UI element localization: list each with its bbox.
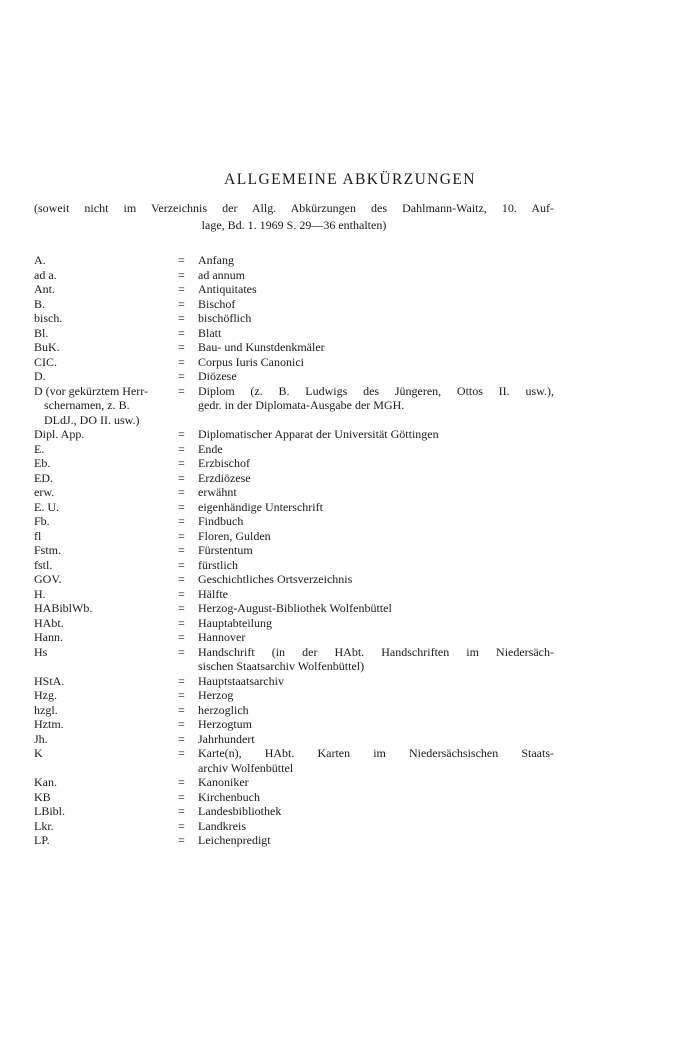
abbreviation-term-line: K	[34, 746, 43, 760]
abbreviation-term	[34, 703, 178, 718]
equals-sign: =	[178, 731, 185, 746]
abbreviation-definition	[198, 529, 554, 544]
abbreviation-list	[34, 253, 554, 848]
equals-sign: =	[178, 818, 185, 833]
abbreviation-term	[34, 442, 178, 457]
abbreviation-definition	[198, 427, 554, 442]
abbreviation-definition	[198, 340, 554, 355]
abbreviation-term	[34, 587, 178, 602]
equals-sign: =	[178, 775, 185, 789]
equals-sign: =	[178, 369, 185, 383]
abbreviation-entry	[34, 384, 554, 428]
equals-sign: =	[178, 528, 185, 543]
abbreviation-term-line: GOV.	[34, 572, 62, 586]
abbreviation-entry	[34, 514, 554, 529]
abbreviation-entry	[34, 253, 554, 268]
abbreviation-entry	[34, 746, 554, 775]
equals-sign: =	[178, 615, 185, 630]
equals-sign: =	[178, 499, 185, 514]
abbreviation-term-line: Hs	[34, 644, 48, 659]
abbreviation-term-line: fl	[34, 528, 42, 543]
abbreviation-term	[34, 282, 178, 297]
equals-sign: =	[178, 673, 185, 688]
abbreviation-term	[34, 833, 178, 848]
abbreviation-term-line: Dipl. App.	[34, 427, 85, 441]
abbreviation-term-line: CIC.	[34, 354, 58, 369]
abbreviation-term-line: Jh.	[34, 731, 48, 746]
abbreviation-definition-line: Herzogtum	[198, 717, 252, 731]
equals-sign: =	[178, 717, 185, 731]
abbreviation-definition-line: Floren, Gulden	[198, 528, 271, 543]
abbreviation-definition-line: Landkreis	[198, 818, 246, 833]
abbreviation-term-line: HStA.	[34, 673, 65, 688]
abbreviation-definition	[198, 717, 554, 732]
abbreviation-term	[34, 717, 178, 732]
abbreviation-term-line: H.	[34, 586, 46, 601]
abbreviation-term	[34, 297, 178, 312]
abbreviation-term	[34, 311, 178, 326]
abbreviation-entry	[34, 485, 554, 500]
abbreviation-definition-line: Hälfte	[198, 586, 228, 601]
subtitle	[34, 200, 554, 234]
equals-sign: =	[178, 267, 185, 282]
abbreviation-term	[34, 471, 178, 486]
equals-sign: =	[178, 282, 185, 296]
equals-sign: =	[178, 354, 185, 369]
abbreviation-definition-line: Leichenpredigt	[198, 833, 271, 847]
abbreviation-term-line: ad a.	[34, 267, 57, 282]
equals-sign: =	[178, 688, 185, 702]
abbreviation-definition	[198, 688, 554, 703]
equals-sign: =	[178, 296, 185, 311]
abbreviation-term-line: Bl.	[34, 325, 49, 340]
abbreviation-term	[34, 732, 178, 747]
abbreviation-term-line: Hztm.	[34, 717, 64, 731]
abbreviation-definition-line: Diözese	[198, 369, 237, 383]
abbreviation-term-line: BuK.	[34, 340, 60, 354]
abbreviation-definition	[198, 775, 554, 790]
abbreviation-definition-line: Bischof	[198, 296, 236, 311]
abbreviation-term-line: Fstm.	[34, 543, 62, 557]
abbreviation-definition-line: gedr. in der Diplomata-Ausgabe der MGH.	[198, 398, 405, 412]
abbreviation-definition	[198, 601, 554, 616]
abbreviation-definition	[198, 442, 554, 457]
abbreviation-definition	[198, 819, 554, 834]
abbreviation-definition-line: Antiquitates	[198, 282, 257, 296]
abbreviation-term	[34, 369, 178, 384]
abbreviation-entry	[34, 500, 554, 515]
equals-sign: =	[178, 340, 185, 354]
equals-sign: =	[178, 253, 185, 267]
abbreviation-definition-line: Diplom (z. B. Ludwigs des Jüngeren, Ottos II. usw.),	[198, 383, 554, 398]
abbreviation-entry	[34, 616, 554, 631]
equals-sign: =	[178, 557, 185, 572]
equals-sign: =	[178, 601, 185, 615]
abbreviation-term	[34, 819, 178, 834]
equals-sign: =	[178, 804, 185, 818]
abbreviation-term-line: hzgl.	[34, 702, 58, 717]
equals-sign: =	[178, 644, 185, 659]
abbreviation-term-line: Hann.	[34, 630, 63, 644]
abbreviation-definition	[198, 543, 554, 558]
abbreviation-definition	[198, 645, 554, 674]
abbreviation-entry	[34, 587, 554, 602]
abbreviation-term-line: D.	[34, 369, 46, 383]
abbreviation-definition	[198, 616, 554, 631]
abbreviation-term	[34, 253, 178, 268]
equals-sign: =	[178, 383, 185, 398]
equals-sign: =	[178, 543, 185, 557]
abbreviation-definition-line: Jahrhundert	[198, 731, 255, 746]
abbreviation-definition	[198, 268, 554, 283]
abbreviation-term	[34, 601, 178, 616]
abbreviation-definition-line: Erzbischof	[198, 456, 250, 470]
abbreviation-term	[34, 543, 178, 558]
abbreviation-definition-line: Herzog	[198, 688, 234, 702]
abbreviation-term-line: Kan.	[34, 775, 57, 789]
abbreviation-definition	[198, 253, 554, 268]
equals-sign: =	[178, 514, 185, 528]
abbreviation-term	[34, 456, 178, 471]
abbreviation-definition-line: Handschrift (in der HAbt. Handschriften im Niedersäch-	[198, 644, 554, 659]
equals-sign: =	[178, 702, 185, 717]
abbreviation-definition-line: Hauptstaatsarchiv	[198, 673, 284, 688]
abbreviation-term	[34, 630, 178, 645]
abbreviation-term-line: KB	[34, 789, 51, 804]
abbreviation-term-line: bisch.	[34, 311, 63, 325]
abbreviation-entry	[34, 674, 554, 689]
abbreviation-term	[34, 500, 178, 515]
abbreviation-definition	[198, 311, 554, 326]
abbreviation-definition	[198, 587, 554, 602]
subtitle-line: lage, Bd. 1. 1969 S. 29—36 enthalten)	[201, 218, 387, 232]
abbreviation-definition-line: bischöflich	[198, 311, 252, 325]
abbreviation-term-line: schernamen, z. B.	[44, 398, 130, 412]
abbreviation-term	[34, 340, 178, 355]
abbreviation-entry	[34, 601, 554, 616]
abbreviation-entry	[34, 529, 554, 544]
page-title: ALLGEMEINE ABKÜRZUNGEN	[224, 171, 476, 188]
abbreviation-term	[34, 688, 178, 703]
equals-sign: =	[178, 572, 185, 586]
abbreviation-definition	[198, 674, 554, 689]
abbreviation-entry	[34, 732, 554, 747]
abbreviation-definition-line: archiv Wolfenbüttel	[198, 760, 294, 775]
equals-sign: =	[178, 485, 185, 499]
equals-sign: =	[178, 427, 185, 441]
abbreviation-term-line: DLdJ., DO II. usw.)	[44, 412, 140, 427]
abbreviation-definition-line: Blatt	[198, 325, 222, 340]
abbreviation-definition	[198, 703, 554, 718]
abbreviation-entry	[34, 775, 554, 790]
abbreviation-entry	[34, 326, 554, 341]
abbreviation-entry	[34, 471, 554, 486]
abbreviation-term-line: A.	[34, 253, 46, 267]
abbreviation-definition	[198, 746, 554, 775]
abbreviation-entry	[34, 833, 554, 848]
abbreviation-term-line: Hzg.	[34, 688, 57, 702]
equals-sign: =	[178, 833, 185, 847]
abbreviation-definition-line: Geschichtliches Ortsverzeichnis	[198, 572, 353, 586]
abbreviation-definition-line: Erzdiözese	[198, 470, 251, 485]
abbreviation-definition-line: Anfang	[198, 253, 234, 267]
abbreviation-entry	[34, 297, 554, 312]
abbreviation-definition-line: Ende	[198, 441, 223, 456]
abbreviation-entry	[34, 543, 554, 558]
abbreviation-term	[34, 572, 178, 587]
abbreviation-term-line: Ant.	[34, 282, 55, 296]
abbreviation-definition	[198, 804, 554, 819]
abbreviation-entry	[34, 456, 554, 471]
abbreviation-entry	[34, 340, 554, 355]
abbreviation-definition-line: Diplomatischer Apparat der Universität Göttingen	[198, 427, 439, 441]
abbreviation-term-line: Fb.	[34, 514, 50, 528]
abbreviation-definition	[198, 456, 554, 471]
abbreviation-definition	[198, 369, 554, 384]
abbreviation-definition	[198, 384, 554, 413]
abbreviation-definition-line: Landesbibliothek	[198, 804, 282, 818]
abbreviation-term	[34, 529, 178, 544]
abbreviation-definition	[198, 282, 554, 297]
equals-sign: =	[178, 325, 185, 340]
abbreviation-definition	[198, 297, 554, 312]
abbreviation-definition	[198, 790, 554, 805]
abbreviation-term	[34, 645, 178, 660]
abbreviation-term	[34, 775, 178, 790]
abbreviation-entry	[34, 572, 554, 587]
abbreviation-definition-line: Kirchenbuch	[198, 789, 260, 804]
abbreviation-definition-line: erwähnt	[198, 485, 237, 499]
equals-sign: =	[178, 311, 185, 325]
abbreviation-term-line: HABiblWb.	[34, 601, 93, 615]
abbreviation-definition-line: Hannover	[198, 630, 246, 644]
abbreviation-term-line: LBibl.	[34, 804, 66, 818]
abbreviation-term	[34, 355, 178, 370]
abbreviation-term	[34, 485, 178, 500]
abbreviation-definition	[198, 326, 554, 341]
abbreviation-definition-line: Findbuch	[198, 514, 244, 528]
equals-sign: =	[178, 746, 185, 760]
abbreviation-entry	[34, 645, 554, 674]
abbreviation-term-line: ED.	[34, 470, 53, 485]
abbreviation-definition-line: ad annum	[198, 267, 245, 282]
abbreviation-term-line: E.	[34, 441, 45, 456]
equals-sign: =	[178, 456, 185, 470]
abbreviation-term	[34, 746, 178, 761]
equals-sign: =	[178, 630, 185, 644]
abbreviation-term	[34, 804, 178, 819]
equals-sign: =	[178, 789, 185, 804]
abbreviation-term	[34, 326, 178, 341]
abbreviation-definition	[198, 471, 554, 486]
abbreviation-entry	[34, 819, 554, 834]
abbreviation-definition-line: Bau- und Kunstdenkmäler	[198, 340, 325, 354]
abbreviation-term-line: fstl.	[34, 557, 53, 572]
abbreviation-definition-line: eigenhändige Unterschrift	[198, 499, 323, 514]
abbreviation-term	[34, 616, 178, 631]
abbreviation-definition	[198, 833, 554, 848]
abbreviation-term-line: D (vor gekürztem Herr-	[34, 383, 149, 398]
abbreviation-entry	[34, 558, 554, 573]
abbreviation-definition-line: Fürstentum	[198, 543, 253, 557]
subtitle-line: (soweit nicht im Verzeichnis der Allg. Abkürzungen des Dahlmann-Waitz, 10. Auf-	[34, 201, 554, 215]
abbreviation-definition	[198, 732, 554, 747]
abbreviation-term	[34, 384, 178, 428]
equals-sign: =	[178, 470, 185, 485]
abbreviation-entry	[34, 442, 554, 457]
abbreviation-definition-line: Hauptabteilung	[198, 615, 272, 630]
abbreviation-entry	[34, 311, 554, 326]
abbreviation-term-line: Lkr.	[34, 818, 54, 833]
abbreviation-term-line: E. U.	[34, 499, 59, 514]
abbreviation-entry	[34, 630, 554, 645]
abbreviation-term	[34, 514, 178, 529]
abbreviation-definition-line: Herzog-August-Bibliothek Wolfenbüttel	[198, 601, 392, 615]
abbreviation-definition-line: Kanoniker	[198, 775, 249, 789]
abbreviation-term	[34, 427, 178, 442]
abbreviation-entry	[34, 282, 554, 297]
abbreviation-definition-line: Corpus Iuris Canonici	[198, 354, 304, 369]
abbreviation-entry	[34, 790, 554, 805]
abbreviation-definition-line: herzoglich	[198, 702, 249, 717]
equals-sign: =	[178, 586, 185, 601]
abbreviation-term-line: HAbt.	[34, 615, 64, 630]
abbreviation-entry	[34, 427, 554, 442]
equals-sign: =	[178, 441, 185, 456]
abbreviation-entry	[34, 688, 554, 703]
abbreviation-term	[34, 790, 178, 805]
abbreviation-term-line: erw.	[34, 485, 55, 499]
abbreviation-definition-line: sischen Staatsarchiv Wolfenbüttel)	[198, 659, 365, 673]
abbreviation-entry	[34, 703, 554, 718]
abbreviation-definition-line: Karte(n), HAbt. Karten im Niedersächsischen Staats-	[198, 746, 554, 760]
abbreviation-entry	[34, 804, 554, 819]
abbreviation-term	[34, 268, 178, 283]
abbreviation-definition	[198, 500, 554, 515]
abbreviation-term-line: Eb.	[34, 456, 51, 470]
abbreviation-term	[34, 674, 178, 689]
abbreviation-definition	[198, 355, 554, 370]
abbreviation-term-line: LP.	[34, 833, 50, 847]
abbreviation-definition	[198, 572, 554, 587]
abbreviation-term	[34, 558, 178, 573]
abbreviation-term-line: B.	[34, 296, 46, 311]
abbreviation-definition	[198, 485, 554, 500]
abbreviation-definition	[198, 630, 554, 645]
abbreviation-entry	[34, 369, 554, 384]
abbreviation-entry	[34, 355, 554, 370]
abbreviation-definition-line: fürstlich	[198, 557, 238, 572]
abbreviation-entry	[34, 717, 554, 732]
abbreviation-definition	[198, 558, 554, 573]
abbreviation-entry	[34, 268, 554, 283]
abbreviation-definition	[198, 514, 554, 529]
